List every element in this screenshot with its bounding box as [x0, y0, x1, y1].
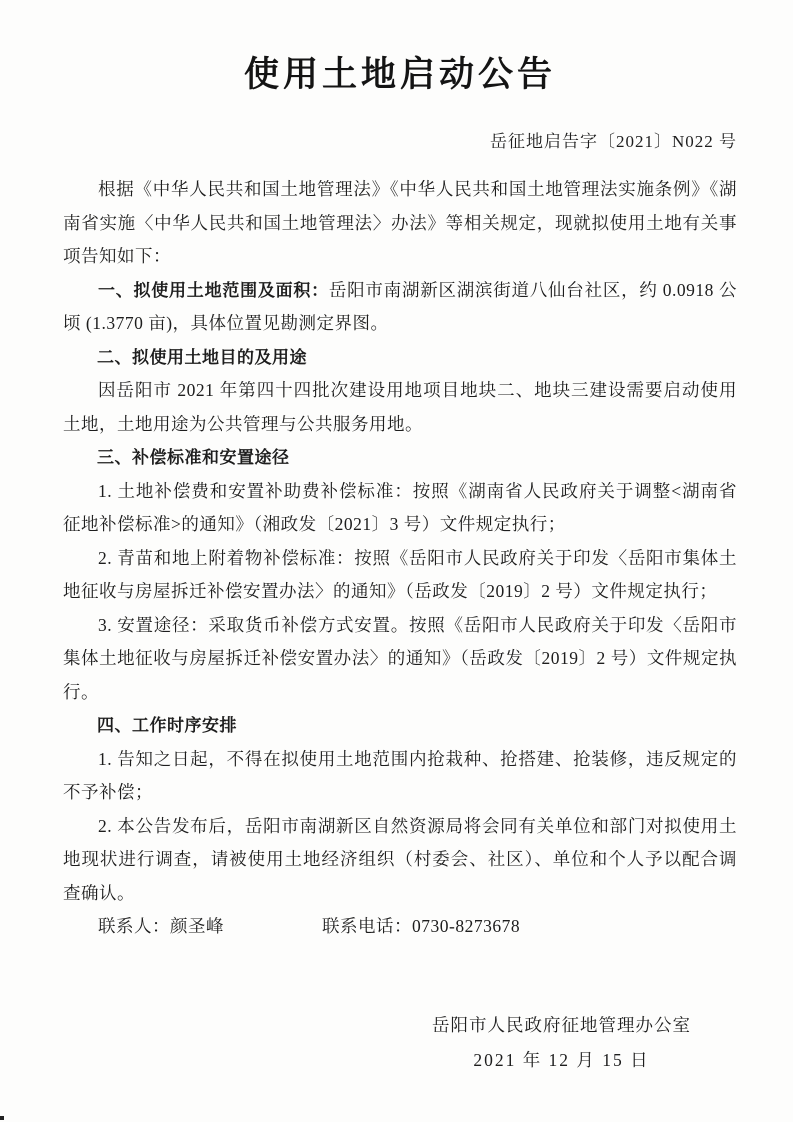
document-reference-number: 岳征地启告字〔2021〕N022 号: [489, 132, 737, 151]
section-2-paragraph: 因岳阳市 2021 年第四十四批次建设用地项目地块二、地块三建设需要启动使用土地，土地用途为公共管理与公共服务用地。: [63, 380, 737, 434]
section-4-item-1: 1. 告知之日起，不得在拟使用土地范围内抢栽种、抢搭建、抢装修，违反规定的不予补偿；: [63, 748, 737, 802]
section-3-item-1: 1. 土地补偿费和安置补助费补偿标准：按照《湖南省人民政府关于调整<湖南省征地补偿标准>的通知》（湘政发〔2021〕3 号）文件规定执行；: [63, 480, 737, 534]
contact-phone-label: 联系电话：: [322, 916, 412, 936]
section-3-item-3: 3. 安置途径：采取货币补偿方式安置。按照《岳阳市人民政府关于印发〈岳阳市集体土地征收与房屋拆迁补偿安置办法〉的通知》（岳政发〔2019〕2 号）文件规定执行。: [63, 614, 737, 702]
section-3-heading: 三、补偿标准和安置途径: [97, 448, 290, 467]
section-4-heading: 四、工作时序安排: [97, 716, 237, 735]
contact-line: [63, 910, 737, 944]
section-1-text: 岳阳市南湖新区湖滨街道八仙台社区，约 0.0918 公顷 (1.3770 亩)，具体位置见勘测定界图。: [63, 279, 738, 333]
section-2-heading: 二、拟使用土地目的及用途: [97, 347, 307, 367]
page-title: 使用土地启动公告: [243, 55, 556, 94]
document-content: [0, 55, 793, 1078]
issuing-organization: 岳阳市人民政府征地管理办公室: [432, 1014, 691, 1035]
contact-phone-number: 0730-8273678: [412, 916, 521, 936]
section-1-paragraph: [63, 274, 737, 341]
issue-date: 2021 年 12 月 15 日: [473, 1049, 650, 1070]
intro-paragraph: 根据《中华人民共和国土地管理法》《中华人民共和国土地管理法实施条例》《湖南省实施〈中华人民共和国土地管理法〉办法》等相关规定，现就拟使用土地有关事项告知如下：: [63, 179, 737, 266]
section-3-item-2: 2. 青苗和地上附着物补偿标准：按照《岳阳市人民政府关于印发〈岳阳市集体土地征收与房屋拆迁补偿安置办法〉的通知》（岳政发〔2019〕2 号）文件规定执行；: [63, 547, 737, 601]
document-body: [63, 173, 737, 944]
section-1-label: 一、拟使用土地范围及面积：: [98, 280, 329, 300]
section-4-item-2: 2. 本公告发布后，岳阳市南湖新区自然资源局将会同有关单位和部门对拟使用土地现状进行调查，请被使用土地经济组织（村委会、社区）、单位和个人予以配合调查确认。: [63, 815, 737, 903]
contact-person-name: 颜圣峰: [170, 916, 224, 936]
signature-block: [432, 1008, 691, 1078]
contact-person-label: 联系人：: [98, 916, 170, 936]
scan-artifact: [0, 1116, 4, 1120]
